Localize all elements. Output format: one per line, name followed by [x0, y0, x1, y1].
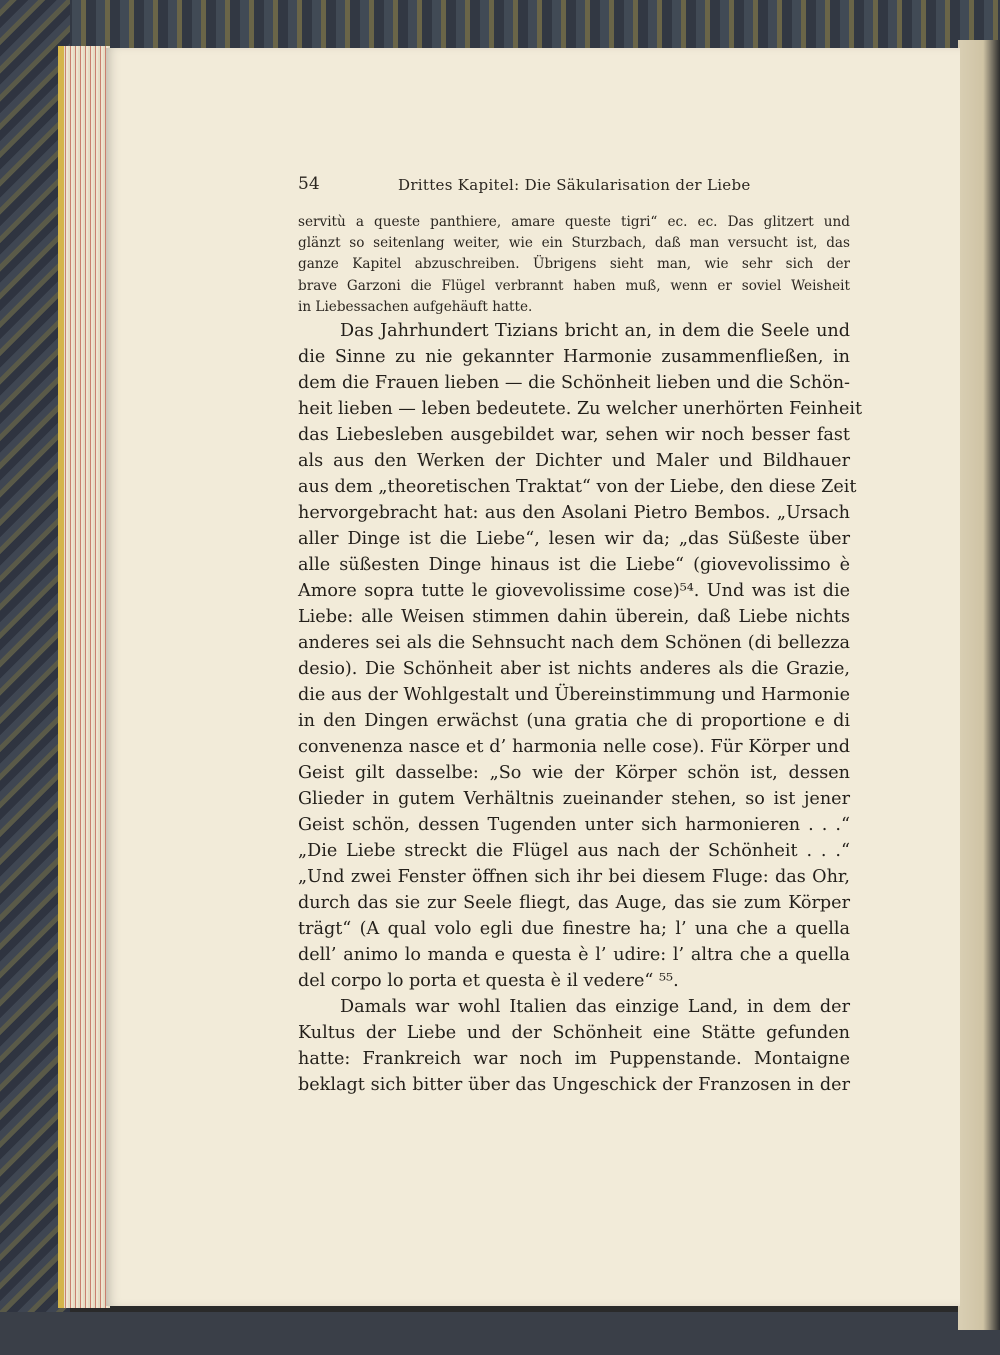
- body-line: hatte: Frankreich war noch im Puppenstande. Montaigne: [298, 1049, 850, 1069]
- body-line: trägt“ (A qual volo egli due finestre ha; l’ una che a quella: [298, 919, 850, 939]
- body-line: als aus den Werken der Dichter und Maler und Bildhauer: [298, 451, 850, 471]
- footnote-line: in Liebessachen aufgehäuft hatte.: [298, 298, 533, 315]
- body-line: die aus der Wohlgestalt und Übereinstimmung und Harmonie: [298, 685, 850, 705]
- body-line: heit lieben — leben bedeutete. Zu welcher unerhörten Feinheit: [298, 399, 863, 419]
- body-line: convenenza nasce et d’ harmonia nelle cose). Für Körper und: [298, 737, 850, 757]
- body-line: durch das sie zur Seele fliegt, das Auge, das sie zum Körper: [298, 893, 850, 913]
- footnote-line: servitù a queste panthiere, amare queste tigri“ ec. ec. Das glitzert und: [298, 214, 850, 230]
- footnote-line: glänzt so seitenlang weiter, wie ein Sturzbach, daß man versucht ist, das: [298, 235, 850, 252]
- body-line: dem die Frauen lieben — die Schönheit lieben und die Schön-: [298, 373, 850, 393]
- body-line: del corpo lo porta et questa è il vedere“ ⁵⁵.: [298, 971, 679, 991]
- body-line: das Liebesleben ausgebildet war, sehen wir noch besser fast: [298, 425, 850, 445]
- body-line: anderes sei als die Sehnsucht nach dem Schönen (di bellezza: [298, 633, 850, 653]
- body-line: „Die Liebe streckt die Flügel aus nach der Schönheit . . .“: [298, 841, 850, 861]
- body-line: Amore sopra tutte le giovevolissime cose)⁵⁴. Und was ist die: [298, 581, 850, 601]
- page-number: 54: [298, 174, 320, 194]
- body-line: in den Dingen erwächst (una gratia che di proportione e di: [298, 711, 850, 731]
- body-line: aus dem „theoretischen Traktat“ von der Liebe, den diese Zeit: [298, 477, 857, 497]
- body-line: Geist schön, dessen Tugenden unter sich harmonieren . . .“: [298, 815, 850, 835]
- body-line: Damals war wohl Italien das einzige Land, in dem der: [340, 997, 850, 1017]
- facing-page-edge: [958, 40, 1000, 1330]
- book-cover-bottom: [0, 1312, 1000, 1355]
- body-line: desio). Die Schönheit aber ist nichts anderes als die Grazie,: [298, 659, 850, 679]
- running-title: Drittes Kapitel: Die Säkularisation der Liebe: [398, 176, 751, 194]
- body-line: alle süßesten Dinge hinaus ist die Liebe“ (giovevolissimo è: [298, 555, 850, 575]
- body-line: Glieder in gutem Verhältnis zueinander stehen, so ist jener: [298, 789, 850, 809]
- page-stack-edges: [58, 46, 110, 1308]
- footnote-line: ganze Kapitel abzuschreiben. Übrigens sieht man, wie sehr sich der: [298, 256, 850, 273]
- body-line: „Und zwei Fenster öffnen sich ihr bei diesem Fluge: das Ohr,: [298, 867, 850, 887]
- body-line: beklagt sich bitter über das Ungeschick der Franzosen in der: [298, 1075, 850, 1095]
- body-line: Kultus der Liebe und der Schönheit eine Stätte gefunden: [298, 1023, 850, 1043]
- body-line: Das Jahrhundert Tizians bricht an, in dem die Seele und: [340, 321, 850, 341]
- body-line: Geist gilt dasselbe: „So wie der Körper schön ist, dessen: [298, 763, 850, 783]
- body-line: hervorgebracht hat: aus den Asolani Pietro Bembos. „Ursach: [298, 503, 850, 523]
- footnote-line: brave Garzoni die Flügel verbrannt haben muß, wenn er soviel Weisheit: [298, 277, 850, 294]
- body-line: Liebe: alle Weisen stimmen dahin überein, daß Liebe nichts: [298, 607, 850, 627]
- footnote-block: [298, 212, 850, 318]
- running-header: [298, 174, 850, 198]
- body-line: die Sinne zu nie gekannter Harmonie zusammenfließen, in: [298, 347, 850, 367]
- body-line: dell’ animo lo manda e questa è l’ udire: l’ altra che a quella: [298, 945, 850, 965]
- body-line: aller Dinge ist die Liebe“, lesen wir da; „das Süßeste über: [298, 529, 850, 549]
- book-cover-top: [0, 0, 1000, 52]
- body-text: [298, 318, 863, 1098]
